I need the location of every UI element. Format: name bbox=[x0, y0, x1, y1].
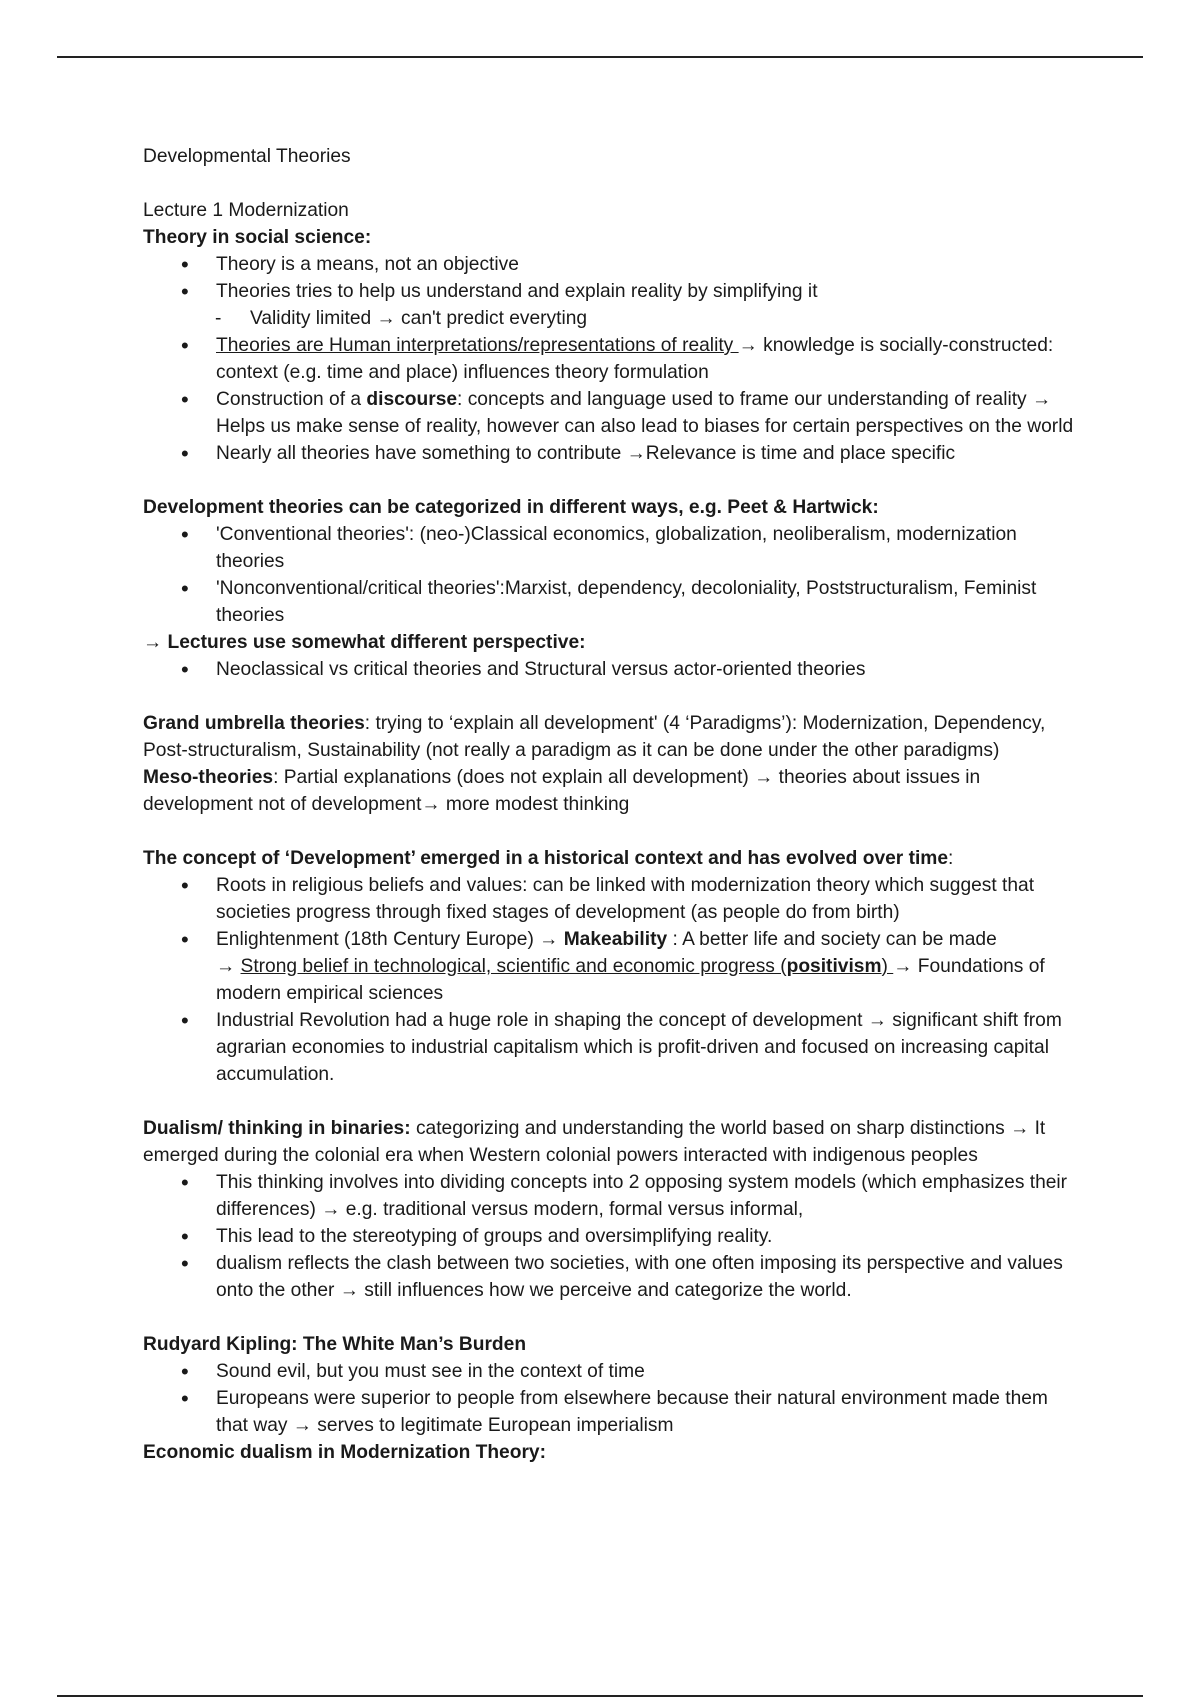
list-item: • Neoclassical vs critical theories and Structural versus actor-oriented theories bbox=[143, 656, 1078, 683]
heading-text: Economic dualism in Modernization Theory: bbox=[143, 1442, 546, 1463]
bullet-list bbox=[143, 1358, 1078, 1439]
section-heading bbox=[143, 845, 1078, 872]
bold-term: discourse bbox=[366, 389, 458, 410]
list-item-text: Enlightenment (18th Century Europe) → bbox=[216, 929, 564, 950]
bold-term: Dualism/ thinking in binaries: bbox=[143, 1118, 411, 1139]
heading-text: → Lectures use somewhat different perspective: bbox=[143, 632, 586, 653]
paragraph-text: categorizing and understanding the world based on sharp distinctions → It emerged during the colonial era when Western colonial powers interacted with indigenous peoples bbox=[143, 1118, 1046, 1166]
list-item-text: : concepts and language used to frame our understanding of reality → Helps us make sense of reality, however can also lead to biases for certain perspectives on the world bbox=[216, 389, 1074, 437]
section-heading bbox=[143, 1439, 1078, 1466]
list-item-text: → Foundations of modern empirical sciences bbox=[216, 956, 1045, 1004]
list-item: • Roots in religious beliefs and values: can be linked with modernization theory which suggest that societies progress through fixed stages of development (as people do from birth) bbox=[143, 872, 1078, 926]
list-item: • Theory is a means, not an objective bbox=[143, 251, 1078, 278]
arrow-heading bbox=[143, 629, 1078, 656]
bullet-list bbox=[143, 1169, 1078, 1304]
document-title: Developmental Theories bbox=[143, 146, 351, 167]
top-rule bbox=[57, 56, 1143, 58]
list-item-text: Construction of a bbox=[216, 389, 367, 410]
list-item: • This lead to the stereotyping of groups and oversimplifying reality. bbox=[143, 1223, 1078, 1250]
paragraph bbox=[143, 764, 1078, 818]
list-item: • dualism reflects the clash between two societies, with one often imposing its perspective and values onto the other → still influences how we perceive and categorize the world. bbox=[143, 1250, 1078, 1304]
list-item-text: → knowledge is socially-constructed: context (e.g. time and place) influences theory formulation bbox=[216, 335, 1054, 383]
paragraph bbox=[143, 1115, 1078, 1169]
sub-list-item: - Validity limited → can't predict everyting bbox=[143, 305, 1078, 332]
underlined-part: ) bbox=[881, 956, 894, 977]
list-item bbox=[143, 332, 1078, 386]
underlined-text bbox=[241, 956, 894, 977]
bold-term: Grand umbrella theories bbox=[143, 713, 365, 734]
list-item: • Europeans were superior to people from elsewhere because their natural environment made them that way → serves to legitimate European imperialism bbox=[143, 1385, 1078, 1439]
bottom-rule bbox=[57, 1695, 1143, 1697]
list-item bbox=[143, 386, 1078, 440]
heading-text: The concept of ‘Development’ emerged in a historical context and has evolved over time bbox=[143, 848, 949, 869]
underlined-text: Theories are Human interpretations/representations of reality bbox=[216, 335, 739, 356]
bold-term: Meso-theories bbox=[143, 767, 274, 788]
list-item-text: : A better life and society can be made bbox=[667, 929, 997, 950]
document-page bbox=[143, 143, 1078, 1466]
list-item-text: → bbox=[216, 956, 241, 977]
paragraph bbox=[143, 710, 1078, 764]
paragraph-text: : trying to ‘explain all development' (4 ‘Paradigms’): Modernization, Dependency, Post-structuralism, Sustainability (not really a paradigm as it can be done under the other paradigms) bbox=[143, 713, 1046, 761]
bullet-list bbox=[143, 872, 1078, 1088]
section-heading bbox=[143, 224, 1078, 251]
bold-term: positivism bbox=[786, 956, 882, 977]
bullet-list bbox=[143, 656, 1078, 683]
list-item bbox=[143, 926, 1078, 1007]
heading-text: Rudyard Kipling: The White Man’s Burden bbox=[143, 1334, 527, 1355]
bullet-list bbox=[143, 332, 1078, 467]
bullet-list bbox=[143, 251, 1078, 305]
list-item: • This thinking involves into dividing concepts into 2 opposing system models (which emphasizes their differences) → e.g. traditional versus modern, formal versus informal, bbox=[143, 1169, 1078, 1223]
list-item: • Nearly all theories have something to contribute →Relevance is time and place specific bbox=[143, 440, 1078, 467]
list-item: • Theories tries to help us understand and explain reality by simplifying it bbox=[143, 278, 1078, 305]
heading-text: Theory in social science: bbox=[143, 227, 372, 248]
lecture-title: Lecture 1 Modernization bbox=[143, 200, 349, 221]
bullet-list bbox=[143, 521, 1078, 629]
list-item: • Industrial Revolution had a huge role in shaping the concept of development → significant shift from agrarian economies to industrial capitalism which is profit-driven and focused on increasing capital accumulation. bbox=[143, 1007, 1078, 1088]
list-item: • 'Conventional theories': (neo-)Classical economics, globalization, neoliberalism, modernization theories bbox=[143, 521, 1078, 575]
underlined-part: Strong belief in technological, scientific and economic progress ( bbox=[240, 956, 787, 977]
heading-colon: : bbox=[948, 848, 954, 869]
bold-term: Makeability bbox=[563, 929, 668, 950]
paragraph-text: : Partial explanations (does not explain all development) → theories about issues in development not of development→ more modest thinking bbox=[143, 767, 981, 815]
list-item: • 'Nonconventional/critical theories':Marxist, dependency, decoloniality, Poststructuralism, Feminist theories bbox=[143, 575, 1078, 629]
section-heading bbox=[143, 494, 1078, 521]
heading-text: Development theories can be categorized in different ways, e.g. Peet & Hartwick: bbox=[143, 497, 879, 518]
list-item: • Sound evil, but you must see in the context of time bbox=[143, 1358, 1078, 1385]
section-heading bbox=[143, 1331, 1078, 1358]
